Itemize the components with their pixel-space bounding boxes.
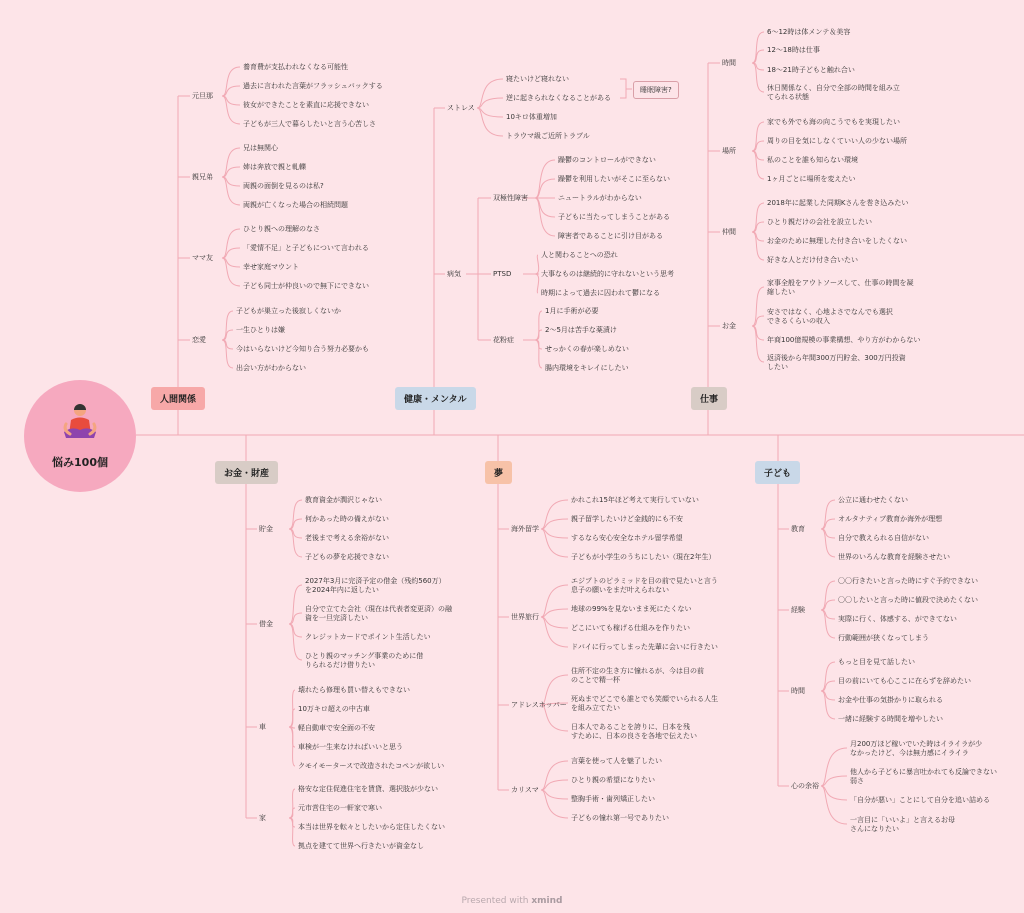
leaf-item-line: 私のことを誰も知らない環境 — [767, 156, 858, 164]
leaf-curve-line — [821, 610, 835, 638]
leaf-item-line: 彼女ができたことを素直に応援できない — [243, 101, 369, 109]
leaf-item[interactable] — [838, 577, 978, 586]
leaf-item[interactable] — [243, 82, 383, 91]
leaf-item-line: さんになりたい — [850, 825, 899, 833]
leaf-item-line: 子どもに当たってしまうことがある — [558, 213, 670, 221]
leaf-item-line: 〇〇したいと言った時に値段で決めたくない — [838, 596, 978, 604]
leaf-item-line: 両親の面倒を見るのは私? — [243, 182, 324, 190]
leaf-item-line: 休日関係なく、自分で全部の時間を組み立 — [767, 84, 900, 92]
bracket-label-sleep-disorder[interactable]: 睡眠障害? — [633, 81, 679, 99]
leaf-curve-line — [222, 311, 233, 340]
leaf-curve-line — [821, 500, 835, 529]
leaf-item-line: 人と関わることへの恐れ — [541, 251, 618, 259]
leaf-item[interactable] — [767, 279, 914, 297]
leaf-item-line: 行動範囲が狭くなってしまう — [838, 634, 929, 642]
leaf-item-line: 何かあった時の備えがない — [305, 515, 389, 523]
leaf-item[interactable] — [298, 823, 445, 832]
leaf-item-line: 住所不定の生き方に憧れるが、今は目の前 — [571, 667, 704, 675]
leaf-item-line: 兄は無関心 — [243, 144, 278, 152]
leaf-item-line: できるくらいの収入 — [767, 317, 830, 325]
leaf-curve-line — [752, 141, 764, 151]
leaf-curve-line — [289, 709, 295, 727]
leaf-item-line: どこにいても稼げる仕組みを作りたい — [571, 624, 690, 632]
leaf-curve-line — [752, 203, 764, 232]
leaf-item-line: するなら安心安全なホテル留学希望 — [571, 534, 683, 542]
leaf-item[interactable] — [541, 251, 618, 260]
leaf-item[interactable] — [243, 163, 306, 172]
leaf-item[interactable] — [838, 553, 950, 562]
leaf-item[interactable] — [236, 364, 306, 373]
leaf-item[interactable] — [571, 795, 655, 804]
category-health-mental[interactable]: 健康・メンタル — [395, 387, 476, 410]
leaf-item[interactable] — [558, 213, 670, 222]
leaf-curve-line — [752, 32, 764, 63]
leaf-item[interactable] — [767, 199, 908, 208]
branch-money-debt[interactable]: 借金 — [259, 620, 273, 628]
leaf-item[interactable] — [545, 307, 598, 316]
branch-health-bipolar[interactable]: 双極性障害 — [493, 194, 528, 202]
leaf-curve-line — [752, 63, 764, 92]
leaf-item[interactable] — [243, 101, 369, 110]
leaf-item[interactable] — [305, 577, 446, 595]
leaf-curve-line — [289, 500, 302, 529]
leaf-item-line: 一生ひとりは嫌 — [236, 326, 285, 334]
leaf-item[interactable] — [571, 605, 692, 614]
leaf-curve-line — [821, 691, 835, 719]
leaf-item-line: 年商100億規模の事業構想、やり方がわからない — [767, 336, 921, 344]
leaf-curve-line — [289, 624, 302, 660]
leaf-item-line: 「愛情不足」と子どもについて言われる — [243, 244, 369, 252]
leaf-item-line: ひとり親だけの会社を設立したい — [767, 218, 872, 226]
leaf-item-line: 親子留学したいけど金銭的にも不安 — [571, 515, 683, 523]
leaf-item-line: のことで精一杯 — [571, 676, 620, 684]
leaf-item-line: 公立に通わせたくない — [838, 496, 908, 504]
leaf-item-line: 目の前にいても心ここに在らずを辞めたい — [838, 677, 971, 685]
leaf-item[interactable] — [506, 132, 590, 141]
leaf-item-line: 家でも外でも海の向こうでもを実現したい — [767, 118, 900, 126]
leaf-item[interactable] — [571, 515, 683, 524]
leaf-item[interactable] — [236, 326, 285, 335]
leaf-item-line: 腸内環境をキレイにしたい — [545, 364, 629, 372]
leaf-item[interactable] — [838, 715, 943, 724]
leaf-item[interactable] — [298, 762, 444, 771]
leaf-item[interactable] — [767, 308, 893, 326]
category-human-relations[interactable]: 人間関係 — [151, 387, 205, 410]
leaf-item-line: 家事全般をアウトソースして、仕事の時間を凝 — [767, 279, 914, 287]
leaf-item-line: お金や仕事の気掛かりに取られる — [838, 696, 943, 704]
leaf-item[interactable] — [767, 28, 850, 37]
leaf-curve-line — [535, 179, 555, 198]
leaf-item[interactable] — [838, 534, 929, 543]
leaf-item[interactable] — [506, 113, 557, 122]
branch-health-ptsd[interactable]: PTSD — [493, 270, 512, 278]
leaf-curve-line — [222, 258, 240, 286]
leaf-item-line: 子どもが巣立った後寂しくないか — [236, 307, 341, 315]
leaf-curve-line — [821, 748, 847, 786]
leaf-curve-line — [541, 617, 568, 647]
leaf-item-line: 〇〇行きたいと言った時にすぐ予約できない — [838, 577, 978, 585]
branch-health-stress[interactable]: ストレス — [447, 104, 475, 112]
leaf-curve-line — [535, 340, 542, 368]
leaf-item-line: 躁鬱を利用したいがそこに至らない — [558, 175, 670, 183]
root-title: 悩み100個 — [52, 456, 108, 469]
leaf-item[interactable] — [838, 496, 908, 505]
leaf-item[interactable] — [243, 63, 348, 72]
leaf-item[interactable] — [838, 696, 943, 705]
leaf-item-line: 教育資金が潤沢じゃない — [305, 496, 382, 504]
meditation-person-icon — [60, 402, 100, 446]
leaf-curve-line — [477, 79, 503, 108]
leaf-item[interactable] — [243, 263, 299, 272]
leaf-item[interactable] — [305, 515, 389, 524]
leaf-item[interactable] — [767, 46, 820, 55]
branch-money-house[interactable]: 家 — [259, 814, 266, 822]
leaf-item-line: 息子の願いをまだ叶えられない — [571, 586, 669, 594]
leaf-item-line: てられる状態 — [767, 93, 809, 101]
leaf-item-line: 月200万ほど稼いでいた時はイライラが少 — [850, 740, 983, 748]
leaf-item-line: せっかくの春が楽しめない — [545, 345, 629, 353]
leaf-curve-line — [222, 340, 233, 349]
branch-health-illness[interactable]: 病気 — [447, 270, 461, 278]
leaf-item-line: 縮したい — [767, 288, 795, 296]
leaf-item-line: 一緒に経験する時間を増やしたい — [838, 715, 943, 723]
leaf-curve-line — [289, 585, 302, 624]
leaf-item[interactable] — [506, 75, 569, 84]
leaf-item[interactable] — [305, 534, 389, 543]
leaf-item[interactable] — [767, 354, 906, 372]
leaf-item-line: ひとり親の希望になりたい — [571, 776, 655, 784]
leaf-item[interactable] — [243, 244, 369, 253]
leaf-item[interactable] — [571, 776, 655, 785]
leaf-item-line: 両親が亡くなった場合の相続問題 — [243, 201, 348, 209]
leaf-item-line: 2018年に起業した同期Kさんを巻き込みたい — [767, 199, 909, 207]
leaf-item-line: 子どもが三人で暮らしたいと言う心苦しさ — [243, 120, 376, 128]
leaf-item-line: 一言目に「いいよ」と言えるお母 — [850, 816, 955, 824]
branch-dream-travel[interactable]: 世界旅行 — [511, 613, 539, 621]
leaf-item-line: すために、日本の良さを各地で伝えたい — [571, 732, 697, 740]
leaf-item-line: 格安な定住促進住宅を賃貸、選択肢が少ない — [298, 785, 438, 793]
leaf-curve-line — [222, 148, 240, 177]
leaf-item[interactable] — [571, 643, 718, 652]
leaf-item[interactable] — [541, 270, 674, 279]
leaf-curve-line — [541, 529, 568, 557]
leaf-item[interactable] — [767, 118, 900, 127]
leaf-item[interactable] — [298, 743, 403, 752]
leaf-item[interactable] — [571, 496, 699, 505]
branch-kids-time[interactable]: 時間 — [791, 687, 805, 695]
leaf-curve-line — [752, 232, 764, 260]
leaf-item-line: オルタナティブ教育か海外が理想 — [838, 515, 943, 523]
footer-credit: Presented with xmind — [461, 896, 563, 906]
leaf-item[interactable] — [243, 120, 376, 129]
leaf-curve-line — [821, 662, 835, 691]
leaf-item[interactable] — [838, 677, 971, 686]
leaf-item-line: 躁鬱のコントロールができない — [558, 156, 656, 164]
leaf-curve-line — [821, 529, 835, 557]
branch-work-time[interactable]: 時間 — [722, 59, 736, 67]
leaf-curve-line — [821, 786, 847, 824]
leaf-item-line: お金のために無理した付き合いをしたくない — [767, 237, 907, 245]
leaf-item[interactable] — [767, 256, 858, 265]
leaf-item-line: 壊れたら修理も買い替えもできない — [298, 686, 410, 694]
leaf-curve-line — [477, 108, 503, 136]
bracket-line — [620, 79, 632, 98]
leaf-item-line: 子どもの憧れ第一号でありたい — [571, 814, 669, 822]
leaf-item[interactable] — [545, 345, 629, 354]
leaf-item-line: 18〜21時子どもと触れ合い — [767, 66, 855, 74]
leaf-item[interactable] — [243, 182, 324, 191]
leaf-item[interactable] — [558, 194, 642, 203]
leaf-item[interactable] — [838, 634, 929, 643]
leaf-item-line: 今はいらないけど今知り合う努力必要かも — [236, 345, 369, 353]
leaf-item-line: 「自分が悪い」ことにして自分を追い詰める — [850, 796, 990, 804]
leaf-curve-line — [535, 274, 539, 293]
leaf-item-line: 整胸手術・歯列矯正したい — [571, 795, 655, 803]
leaf-item-line: 子ども同士が仲良いので無下にできない — [243, 282, 369, 290]
leaf-curve-line — [222, 340, 233, 368]
branch-work-mates[interactable]: 仲間 — [722, 228, 736, 236]
branch-money-savings[interactable]: 貯金 — [259, 525, 273, 533]
leaf-curve-line — [289, 690, 295, 727]
leaf-item-line: 姉は奔放で親と軋轢 — [243, 163, 306, 171]
branch-human-ex[interactable]: 元旦那 — [192, 92, 213, 100]
leaf-item[interactable] — [571, 667, 704, 685]
leaf-item-line: 死ぬまでどこでも誰とでも笑顔でいられる人生 — [571, 695, 718, 703]
leaf-curve-line — [289, 808, 295, 818]
leaf-curve-line — [222, 177, 240, 205]
leaf-item-line: 出会い方がわからない — [236, 364, 306, 372]
leaf-item-line: 地球の99%を見ないまま死にたくない — [571, 605, 692, 613]
leaf-item-line: ひとり親のマッチング事業のために借 — [305, 652, 424, 660]
leaf-item-line: クレジットカードでポイント生活したい — [305, 633, 431, 641]
leaf-item-line: 12〜18時は仕事 — [767, 46, 820, 54]
leaf-item-line: かれこれ15年ほど考えて実行していない — [571, 496, 699, 504]
leaf-item[interactable] — [243, 144, 278, 153]
branch-human-mama[interactable]: ママ友 — [192, 254, 213, 262]
leaf-curve-line — [752, 122, 764, 151]
leaf-item[interactable] — [305, 633, 431, 642]
leaf-item-line: 軽自動車で安全面の不安 — [298, 724, 375, 732]
leaf-item-line: 2〜5月は苦手な薬漬け — [545, 326, 617, 334]
branch-kids-exp[interactable]: 経験 — [791, 606, 805, 614]
leaf-item-line: 障害者であることに引け目がある — [558, 232, 663, 240]
leaf-curve-line — [541, 790, 568, 818]
leaf-item[interactable] — [305, 605, 452, 623]
leaf-item[interactable] — [767, 84, 900, 102]
leaf-item-line: 養育費が支払われなくなる可能性 — [243, 63, 348, 71]
leaf-item[interactable] — [838, 615, 957, 624]
leaf-item-line: 資を一旦完済したい — [305, 614, 368, 622]
leaf-item[interactable] — [767, 66, 855, 75]
leaf-item[interactable] — [298, 705, 370, 714]
leaf-curve-line — [541, 761, 568, 790]
leaf-curve-line — [289, 529, 302, 557]
leaf-curve-line — [535, 255, 539, 274]
branch-dream-charisma[interactable]: カリスマ — [511, 786, 539, 794]
leaf-item[interactable] — [850, 740, 982, 758]
leaf-item-line: 世界のいろんな教育を経験させたい — [838, 553, 950, 561]
leaf-item-line: 安さではなく、心地よさでなんでも選択 — [767, 308, 893, 316]
leaf-item-line: 返済後から年間300万円貯金、300万円投資 — [767, 354, 906, 362]
leaf-item[interactable] — [571, 577, 718, 595]
leaf-item[interactable] — [305, 553, 389, 562]
leaf-curve-line — [222, 67, 240, 96]
leaf-item[interactable] — [838, 515, 942, 524]
leaf-item[interactable] — [838, 658, 915, 667]
leaf-item[interactable] — [298, 842, 424, 851]
leaf-item-line: 大事なものは継続的に守れないという思考 — [541, 270, 674, 278]
leaf-curve-line — [222, 330, 233, 340]
category-dream[interactable]: 夢 — [485, 461, 512, 484]
leaf-item[interactable] — [558, 232, 663, 241]
leaf-item[interactable] — [767, 218, 872, 227]
leaf-item[interactable] — [305, 496, 382, 505]
leaf-item-line: ニュートラルがわからない — [558, 194, 642, 202]
leaf-item[interactable] — [850, 768, 997, 786]
leaf-item-line: もっと目を見て話したい — [838, 658, 915, 666]
branch-work-money[interactable]: お金 — [722, 322, 736, 330]
leaf-curve-line — [289, 789, 295, 818]
leaf-item[interactable] — [506, 94, 611, 103]
leaf-item-line: ひとり親への理解のなさ — [243, 225, 320, 233]
leaf-item[interactable] — [571, 553, 715, 562]
leaf-item-line: 車検が一生来なければいいと思う — [298, 743, 403, 751]
leaf-item-line: 1月に手術が必要 — [545, 307, 599, 315]
leaf-item[interactable] — [298, 804, 382, 813]
leaf-item[interactable] — [767, 336, 920, 345]
leaf-item-line: 子どもの夢を応援できない — [305, 553, 389, 561]
root-topic[interactable] — [24, 380, 136, 492]
leaf-item-line: 拠点を建てて世界へ行きたいが資金なし — [298, 842, 424, 850]
leaf-item-line: 他人から子どもに暴言吐かれても反論できない — [850, 768, 997, 776]
leaf-item[interactable] — [571, 757, 662, 766]
leaf-item[interactable] — [571, 814, 669, 823]
leaf-item[interactable] — [236, 345, 369, 354]
leaf-item[interactable] — [571, 695, 718, 713]
leaf-item[interactable] — [558, 156, 656, 165]
leaf-item[interactable] — [298, 724, 375, 733]
leaf-item[interactable] — [243, 201, 348, 210]
leaf-item-line: 自分で教えられる自信がない — [838, 534, 929, 542]
leaf-item-line: 実際に行く、体感する、ができてない — [838, 615, 957, 623]
leaf-item[interactable] — [850, 796, 990, 805]
leaf-item[interactable] — [541, 289, 660, 298]
category-work[interactable]: 仕事 — [691, 387, 727, 410]
leaf-curve-line — [541, 585, 568, 617]
leaf-item[interactable] — [298, 686, 410, 695]
leaf-curve-line — [821, 581, 835, 610]
leaf-curve-line — [752, 151, 764, 179]
leaf-item-line: トラウマ級ご近所トラブル — [506, 132, 590, 140]
leaf-item[interactable] — [767, 156, 858, 165]
branch-health-pollen[interactable]: 花粉症 — [493, 336, 514, 344]
leaf-item-line: 逆に起きられなくなることがある — [506, 94, 611, 102]
leaf-item-line: 過去に言われた言葉がフラッシュバックする — [243, 82, 383, 90]
leaf-item-line: 老後まで考える余裕がない — [305, 534, 389, 542]
leaf-item-line: を2024年内に返したい — [305, 586, 379, 594]
leaf-item-line: 幸せ家庭マウント — [243, 263, 299, 271]
category-kids[interactable]: 子ども — [755, 461, 800, 484]
leaf-curve-line — [752, 326, 764, 362]
leaf-item-line: 自分で立てた会社（現在は代表者変更済）の融 — [305, 605, 452, 613]
leaf-item-line: 1ヶ月ごとに場所を変えたい — [767, 175, 856, 183]
leaf-item[interactable] — [838, 596, 978, 605]
branch-kids-edu[interactable]: 教育 — [791, 525, 805, 533]
branch-money-car[interactable]: 車 — [259, 723, 266, 731]
leaf-item-line: 2027年3月に完済予定の借金（残約560万） — [305, 577, 446, 585]
leaf-item-line: ドバイに行ってしまった先輩に会いに行きたい — [571, 643, 718, 651]
leaf-item-line: 弱さ — [850, 777, 864, 785]
branch-work-place[interactable]: 場所 — [722, 147, 736, 155]
leaf-curve-line — [752, 287, 764, 326]
leaf-item[interactable] — [767, 237, 907, 246]
leaf-item-line: 元市営住宅の一軒家で寒い — [298, 804, 382, 812]
leaf-item-line: 日本人であることを誇りに、日本を残 — [571, 723, 690, 731]
leaf-item[interactable] — [767, 175, 855, 184]
branch-kids-mind[interactable]: 心の余裕 — [791, 782, 819, 790]
branch-human-love[interactable]: 恋愛 — [192, 336, 206, 344]
leaf-curve-line — [222, 229, 240, 258]
leaf-item-line: クモイモータースで改造されたコペンが欲しい — [298, 762, 445, 770]
leaf-item[interactable] — [850, 816, 955, 834]
leaf-item[interactable] — [305, 652, 423, 670]
leaf-item-line: 6〜12時は体メンテ＆美容 — [767, 28, 851, 36]
leaf-item[interactable] — [545, 326, 617, 335]
leaf-item-line: したい — [767, 363, 788, 371]
leaf-item[interactable] — [571, 534, 683, 543]
leaf-item[interactable] — [571, 624, 690, 633]
leaf-curve-line — [541, 500, 568, 529]
leaf-item-line: 周りの目を気にしなくていい人の少ない場所 — [767, 137, 907, 145]
leaf-item-line: 10キロ体重増加 — [506, 113, 557, 121]
leaf-item-line: なかったけど、今は無力感にイライラ — [850, 749, 969, 757]
leaf-item-line: 言葉を使って人を魅了したい — [571, 757, 662, 765]
leaf-item-line: 子どもが小学生のうちにしたい（現在2年生） — [571, 553, 716, 561]
leaf-item-line: 10万キロ超えの中古車 — [298, 705, 370, 713]
leaf-curve-line — [752, 222, 764, 232]
leaf-item[interactable] — [298, 785, 438, 794]
leaf-item[interactable] — [571, 723, 697, 741]
leaf-item-line: 好きな人とだけ付き合いたい — [767, 256, 858, 264]
branch-human-sib[interactable]: 親兄弟 — [192, 173, 213, 181]
leaf-curve-line — [222, 96, 240, 124]
leaf-item-line: りられるだけ借りたい — [305, 661, 375, 669]
category-money-assets[interactable]: お金・財産 — [215, 461, 278, 484]
leaf-item-line: を組み立てたい — [571, 704, 620, 712]
leaf-item[interactable] — [545, 364, 629, 373]
leaf-item[interactable] — [243, 225, 320, 234]
leaf-item-line: エジプトのピラミッドを目の前で見たいと言う — [571, 577, 718, 585]
leaf-curve-line — [752, 50, 764, 63]
leaf-item[interactable] — [236, 307, 341, 316]
leaf-item-line: 本当は世界を転々としたいから定住したくない — [298, 823, 445, 831]
leaf-item-line: 時期によって過去に囚われて鬱になる — [541, 289, 660, 297]
leaf-item[interactable] — [558, 175, 670, 184]
leaf-item[interactable] — [767, 137, 907, 146]
branch-dream-abroad[interactable]: 海外留学 — [511, 525, 539, 533]
branch-dream-hopper[interactable]: アドレスホッパー — [511, 701, 567, 709]
leaf-curve-line — [289, 818, 295, 846]
leaf-item[interactable] — [243, 282, 369, 291]
leaf-item-line: 寝たいけど寝れない — [506, 75, 569, 83]
